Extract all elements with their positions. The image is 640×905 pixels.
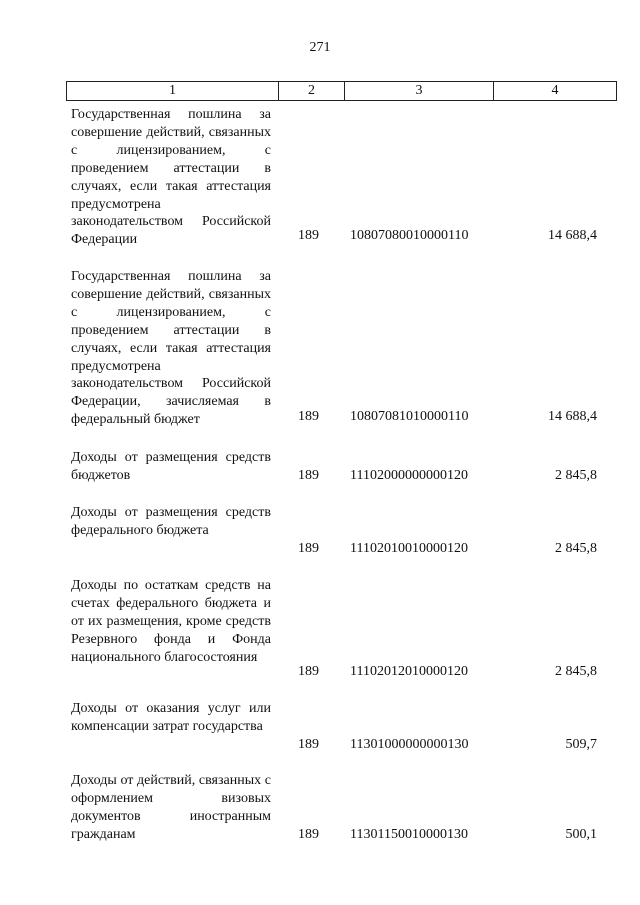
row-amount: 14 688,4 xyxy=(548,228,597,244)
row-amount: 14 688,4 xyxy=(548,409,597,425)
row-budget-code: 10807081010000110 xyxy=(350,409,469,425)
table-row xyxy=(0,449,640,485)
row-admin-code: 189 xyxy=(298,541,319,557)
row-name: Государственная пошлина за совершение действий, связанных с лицензированием, с проведением аттестации в случаях, если такая аттестация предусмотрена законодательством Российской Федерации xyxy=(71,107,271,248)
row-admin-code: 189 xyxy=(298,228,319,244)
row-amount: 509,7 xyxy=(565,737,597,753)
row-budget-code: 11301150010000130 xyxy=(350,827,468,843)
table-row xyxy=(0,772,640,844)
header-col-1: 1 xyxy=(67,82,279,100)
header-col-2: 2 xyxy=(279,82,345,100)
row-admin-code: 189 xyxy=(298,468,319,484)
row-admin-code: 189 xyxy=(298,827,319,843)
row-budget-code: 10807080010000110 xyxy=(350,228,469,244)
header-col-3: 3 xyxy=(345,82,494,100)
row-budget-code: 11102012010000120 xyxy=(350,664,468,680)
row-name: Доходы от оказания услуг или компенсации затрат государства xyxy=(71,701,271,734)
row-name: Доходы от размещения средств федерального бюджета xyxy=(71,505,271,538)
row-name: Доходы по остаткам средств на счетах федерального бюджета и от их размещения, кроме средств Резервного фонда и Фонда национального благосостояния xyxy=(71,578,271,665)
row-name: Доходы от действий, связанных с оформлением визовых документов иностранным гражданам xyxy=(71,773,271,842)
row-amount: 2 845,8 xyxy=(555,664,597,680)
table-row xyxy=(0,577,640,681)
row-admin-code: 189 xyxy=(298,664,319,680)
row-amount: 500,1 xyxy=(565,827,597,843)
header-col-4: 4 xyxy=(551,83,559,98)
row-admin-code: 189 xyxy=(298,409,319,425)
table-row xyxy=(0,106,640,248)
table-row xyxy=(0,700,640,754)
row-name: Государственная пошлина за совершение действий, связанных с лицензированием, с проведением аттестации в случаях, если такая аттестация предусмотрена законодательством Российской Федерации, зачисляемая в федеральный бюджет xyxy=(71,269,271,428)
row-name: Доходы от размещения средств бюджетов xyxy=(71,450,271,483)
page-number: 271 xyxy=(309,40,331,55)
row-budget-code: 11102000000000120 xyxy=(350,468,468,484)
table-row xyxy=(0,268,640,426)
row-budget-code: 11301000000000130 xyxy=(350,737,469,753)
row-budget-code: 11102010010000120 xyxy=(350,541,468,557)
table-header xyxy=(66,81,617,101)
row-amount: 2 845,8 xyxy=(555,541,597,557)
table-row xyxy=(0,504,640,558)
row-amount: 2 845,8 xyxy=(555,468,597,484)
row-admin-code: 189 xyxy=(298,737,319,753)
